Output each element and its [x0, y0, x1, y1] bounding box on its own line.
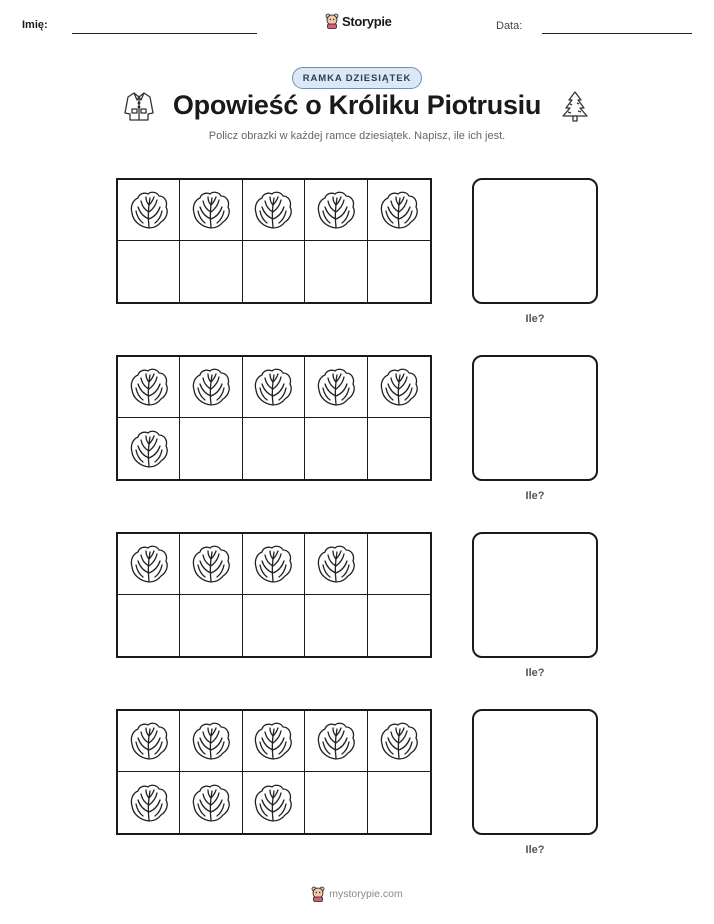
footer [0, 886, 714, 902]
frame-cell [180, 418, 242, 479]
lettuce-icon [315, 189, 357, 231]
frame-cell [180, 711, 242, 772]
frame-cell [243, 534, 305, 595]
lettuce-icon [252, 543, 294, 585]
name-line[interactable] [72, 33, 257, 34]
lettuce-icon [315, 720, 357, 762]
frame-cell [305, 418, 367, 479]
frame-cell [118, 595, 180, 656]
lettuce-icon [315, 366, 357, 408]
date-line[interactable] [542, 33, 692, 34]
answer-box-1[interactable] [472, 178, 598, 304]
footer-url: mystorypie.com [329, 888, 403, 900]
lettuce-icon [378, 366, 420, 408]
frame-cell [368, 241, 430, 302]
ile-label-1: Ile? [525, 313, 545, 325]
ten-frame-2 [116, 355, 432, 481]
frame-cell [368, 357, 430, 418]
answer-box-2[interactable] [472, 355, 598, 481]
frame-cell [368, 711, 430, 772]
frame-cell [368, 180, 430, 241]
frame-cell [368, 418, 430, 479]
ten-frame-1 [116, 178, 432, 304]
frame-cell [180, 241, 242, 302]
frame-cell [305, 534, 367, 595]
frame-cell [118, 711, 180, 772]
tree-icon [558, 89, 592, 123]
brand [325, 13, 392, 29]
frame-cell [118, 357, 180, 418]
frame-cell [305, 357, 367, 418]
lettuce-icon [252, 189, 294, 231]
frame-cell [243, 772, 305, 833]
lettuce-icon [190, 366, 232, 408]
frame-cell [305, 772, 367, 833]
page-title: Opowieść o Króliku Piotrusiu [172, 90, 542, 120]
ile-label-2: Ile? [525, 490, 545, 502]
lettuce-icon [128, 366, 170, 408]
frame-cell [243, 418, 305, 479]
frame-cell [368, 534, 430, 595]
category-badge: RAMKA DZIESIĄTEK [292, 67, 422, 89]
frame-cell [118, 534, 180, 595]
ile-label-3: Ile? [525, 667, 545, 679]
frame-cell [118, 180, 180, 241]
ile-label-4: Ile? [525, 844, 545, 856]
frame-cell [243, 357, 305, 418]
answer-box-4[interactable] [472, 709, 598, 835]
frame-cell [305, 711, 367, 772]
lettuce-icon [378, 720, 420, 762]
frame-cell [180, 357, 242, 418]
lettuce-icon [252, 366, 294, 408]
frame-cell [243, 595, 305, 656]
lettuce-icon [190, 782, 232, 824]
lettuce-icon [252, 782, 294, 824]
worksheet-header [0, 0, 714, 50]
frame-cell [118, 418, 180, 479]
brand-name: Storypie [342, 13, 392, 29]
lettuce-icon [190, 720, 232, 762]
lettuce-icon [190, 189, 232, 231]
frame-cell [368, 772, 430, 833]
lettuce-icon [128, 720, 170, 762]
storypie-logo-icon [325, 13, 339, 29]
frame-cell [305, 180, 367, 241]
frame-cell [305, 241, 367, 302]
frame-cell [180, 772, 242, 833]
frame-cell [243, 241, 305, 302]
lettuce-icon [252, 720, 294, 762]
frame-cell [118, 772, 180, 833]
frame-cell [180, 595, 242, 656]
frame-cell [368, 595, 430, 656]
frame-cell [305, 595, 367, 656]
storypie-logo-icon [311, 886, 325, 902]
lettuce-icon [190, 543, 232, 585]
frame-cell [243, 711, 305, 772]
name-label: Imię: [22, 19, 48, 31]
lettuce-icon [128, 543, 170, 585]
lettuce-icon [128, 428, 170, 470]
frame-cell [180, 534, 242, 595]
lettuce-icon [128, 782, 170, 824]
ten-frame-4 [116, 709, 432, 835]
frame-cell [243, 180, 305, 241]
answer-box-3[interactable] [472, 532, 598, 658]
lettuce-icon [378, 189, 420, 231]
frame-cell [180, 180, 242, 241]
lettuce-icon [315, 543, 357, 585]
frame-cell [118, 241, 180, 302]
date-label: Data: [496, 20, 523, 32]
ten-frame-3 [116, 532, 432, 658]
lettuce-icon [128, 189, 170, 231]
instructions: Policz obrazki w każdej ramce dziesiątek. Napisz, ile ich jest. [208, 130, 506, 142]
